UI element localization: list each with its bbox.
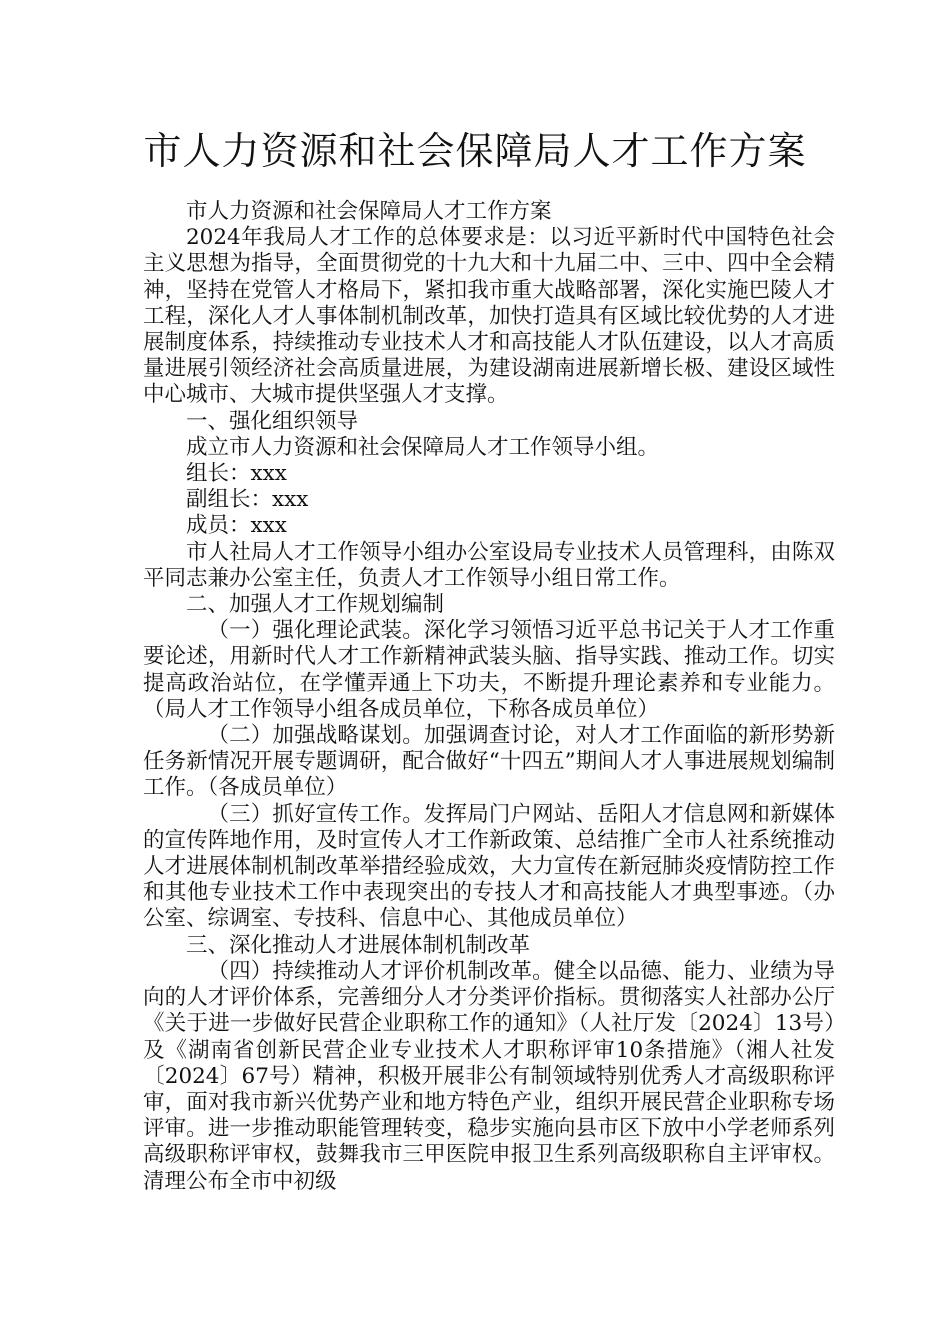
paragraph: 组长：xxx: [186, 461, 287, 487]
document-body: [143, 199, 835, 1195]
document-title: 市人力资源和社会保障局人才工作方案: [143, 129, 807, 173]
paragraph: 市人社局人才工作领导小组办公室设局专业技术人员管理科，由陈双平同志兼办公室主任，负责人才工作领导小组日常工作。: [143, 539, 835, 591]
paragraph: 副组长：xxx: [186, 487, 309, 513]
paragraph: （四）持续推动人才评价机制改革。健全以品德、能力、业绩为导向的人才评价体系，完善细分人才分类评价指标。贯彻落实人社部办公厅《关于进一步做好民营企业职称工作的通知》（人社厅发〔2024〕13号）及《湖南省创新民营企业专业技术人才职称评审10条措施》（湘人社发〔2024〕67号）精神，积极开展非公有制领域特别优秀人才高级职称评审，面对我市新兴优势产业和地方特色产业，组织开展民营企业职称专场评审。进一步推动职能管理转变，稳步实施向县市区下放中小学老师系列高级职称评审权，鼓舞我市三甲医院申报卫生系列高级职称自主评审权。清理公布全市中初级: [143, 958, 835, 1194]
paragraph: （二）加强战略谋划。加强调查讨论，对人才工作面临的新形势新任务新情况开展专题调研，配合做好“十四五”期间人才人事进展规划编制工作。（各成员单位）: [143, 723, 835, 801]
paragraph: 市人力资源和社会保障局人才工作方案: [186, 199, 552, 224]
section-heading: 二、加强人才工作规划编制: [186, 592, 445, 618]
paragraph: （一）强化理论武装。深化学习领悟习近平总书记关于人才工作重要论述，用新时代人才工作新精神武装头脑、指导实践、推动工作。切实提高政治站位，在学懂弄通上下功夫，不断提升理论素养和专业能力。（局人才工作领导小组各成员单位，下称各成员单位）: [143, 618, 835, 722]
paragraph: （三）抓好宣传工作。发挥局门户网站、岳阳人才信息网和新媒体的宣传阵地作用，及时宣传人才工作新政策、总结推广全市人社系统推动人才进展体制机制改革举措经验成效，大力宣传在新冠肺炎疫情防控工作和其他专业技术工作中表现突出的专技人才和高技能人才典型事迹。（办公室、综调室、专技科、信息中心、其他成员单位）: [143, 801, 835, 932]
section-heading: 一、强化组织领导: [186, 408, 359, 434]
paragraph: 成立市人力资源和社会保障局人才工作领导小组。: [186, 434, 660, 460]
section-heading: 三、深化推动人才进展体制机制改革: [186, 932, 531, 958]
paragraph: 2024年我局人才工作的总体要求是：以习近平新时代中国特色社会主义思想为指导，全面贯彻党的十九大和十九届二中、三中、四中全会精神，坚持在党管人才格局下，紧扣我市重大战略部署，深化实施巴陵人才工程，深化人才人事体制机制改革，加快打造具有区域比较优势的人才进展制度体系，持续推动专业技术人才和高技能人才队伍建设，以人才高质量进展引领经济社会高质量进展，为建设湖南进展新增长极、建设区域性中心城市、大城市提供坚强人才支撑。: [143, 225, 835, 408]
paragraph: 成员：xxx: [186, 513, 287, 539]
